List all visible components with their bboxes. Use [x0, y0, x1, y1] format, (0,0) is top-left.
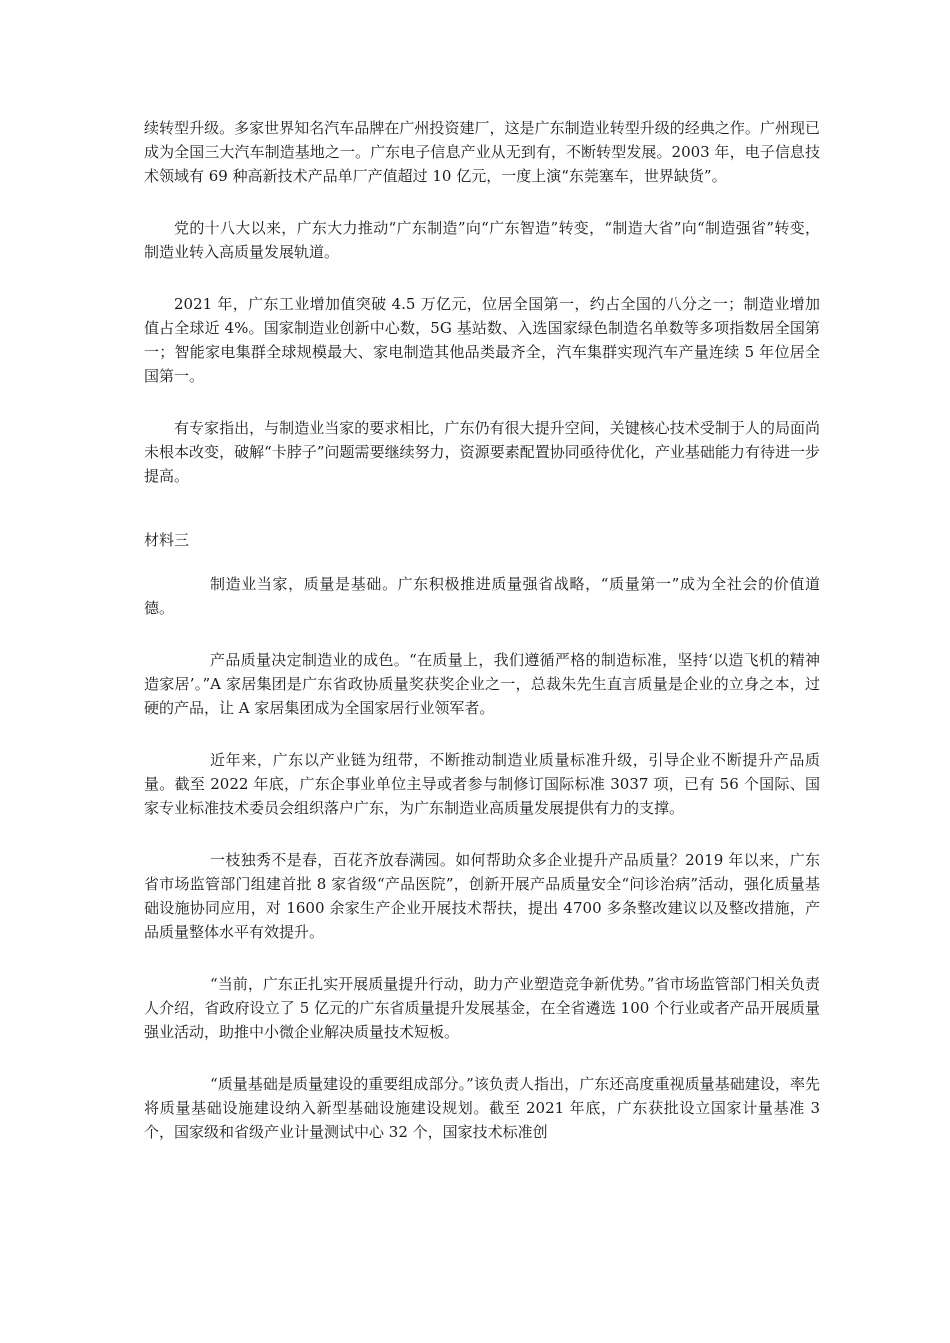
paragraph-2021-industry-stats: 2021 年，广东工业增加值突破 4.5 万亿元，位居全国第一，约占全国的八分之一；制造业增加值占全球近 4%。国家制造业创新中心数，5G 基站数、入选国家绿色制造名单数等多项指数居全国第一；智能家电集群全球规模最大、家电制造其他品类最齐全，汽车集群实现汽车产量连续 5 年位居全国第一。: [144, 295, 820, 385]
paragraph-quality-fund: “当前，广东正扎实开展质量提升行动，助力产业塑造竞争新优势。”省市场监管部门相关负责人介绍，省政府设立了 5 亿元的广东省质量提升发展基金，在全省遴选 100 个行业或者产品开展质量强业活动，助推中小微企业解决质量技术短板。: [144, 975, 820, 1041]
paragraph-expert-opinion: 有专家指出，与制造业当家的要求相比，广东仍有很大提升空间，关键核心技术受制于人的局面尚未根本改变，破解“卡脖子”问题需要继续努力，资源要素配置协同亟待优化，产业基础能力有待进一步提高。: [144, 419, 820, 485]
paragraph-eighteenth-congress: 党的十八大以来，广东大力推动“广东制造”向“广东智造”转变，“制造大省”向“制造强省”转变，制造业转入高质量发展轨道。: [144, 219, 820, 261]
paragraph-product-hospital: 一枝独秀不是春，百花齐放春满园。如何帮助众多企业提升产品质量？2019 年以来，广东省市场监管部门组建首批 8 家省级“产品医院”，创新开展产品质量安全“问诊治病”活动，强化质量基础设施协同应用，对 1600 余家生产企业开展技术帮扶，提出 4700 多条整改建议以及整改措施，产品质量整体水平有效提升。: [144, 851, 820, 941]
section-heading-material-three: 材料三: [144, 531, 190, 549]
document-page: [144, 116, 820, 1144]
material-three-body: [144, 572, 820, 1144]
paragraph-continued-transformation: 续转型升级。多家世界知名汽车品牌在广州投资建厂，这是广东制造业转型升级的经典之作。广州现已成为全国三大汽车制造基地之一。广东电子信息产业从无到有，不断转型发展。2003 年，电子信息技术领域有 69 种高新技术产品单厂产值超过 10 亿元，一度上演“东莞塞车，世界缺货”。: [144, 119, 820, 185]
paragraph-quality-infrastructure: “质量基础是质量建设的重要组成部分。”该负责人指出，广东还高度重视质量基础建设，率先将质量基础设施建设纳入新型基础设施建设规划。截至 2021 年底，广东获批设立国家计量基准 3 个，国家级和省级产业计量测试中心 32 个，国家技术标准创: [144, 1075, 820, 1141]
paragraph-quality-standards: 近年来，广东以产业链为纽带，不断推动制造业质量标准升级，引导企业不断提升产品质量。截至 2022 年底，广东企事业单位主导或者参与制修订国际标准 3037 项，已有 56 个国际、国家专业标准技术委员会组织落户广东，为广东制造业高质量发展提供有力的支撑。: [144, 751, 820, 817]
paragraph-product-quality: 产品质量决定制造业的成色。“在质量上，我们遵循严格的制造标准，坚持‘以造飞机的精神造家居’。”A 家居集团是广东省政协质量奖获奖企业之一，总裁朱先生直言质量是企业的立身之本，过硬的产品，让 A 家居集团成为全国家居行业领军者。: [144, 651, 820, 717]
paragraph-quality-foundation: 制造业当家，质量是基础。广东积极推进质量强省战略，“质量第一”成为全社会的价值道德。: [144, 575, 820, 617]
